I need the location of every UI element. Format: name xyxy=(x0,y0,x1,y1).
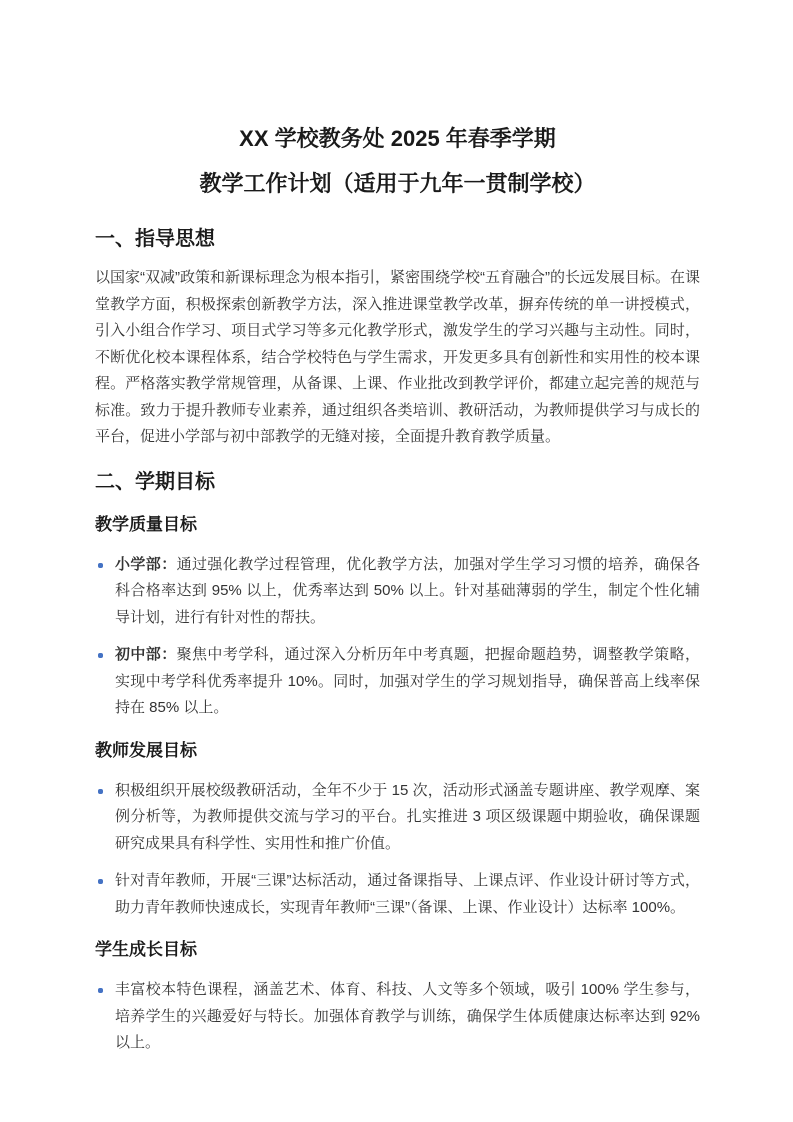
list-item-school-courses xyxy=(95,977,700,1057)
list-item-lead: 小学部： xyxy=(115,555,177,573)
list-item-lead: 初中部： xyxy=(115,646,177,663)
subsection-heading-teaching-quality: 教学质量目标 xyxy=(95,514,197,534)
list-item-middle-school xyxy=(95,642,700,722)
subsection-heading-teacher-development: 教师发展目标 xyxy=(95,740,197,760)
list-item-text: 通过强化教学过程管理，优化教学方法，加强对学生学习习惯的培养，确保各科合格率达到 95% 以上，优秀率达到 50% 以上。针对基础薄弱的学生，制定个性化辅导计划，进行有针对性的帮扶。 xyxy=(115,555,700,626)
list-item-young-teachers xyxy=(95,868,700,921)
document-title-line2: 教学工作计划（适用于九年一贯制学校） xyxy=(199,171,596,196)
list-item-primary-school xyxy=(95,552,700,632)
teacher-development-bullet-list xyxy=(95,778,700,922)
subsection-heading-student-growth: 学生成长目标 xyxy=(95,940,197,959)
section-heading-guiding-ideology: 一、指导思想 xyxy=(95,228,215,250)
document-title-line1: XX 学校教务处 2025 年春季学期 xyxy=(239,126,556,151)
section-heading-semester-goals: 二、学期目标 xyxy=(95,470,215,493)
student-growth-bullet-list xyxy=(95,977,700,1057)
list-item-text: 丰富校本特色课程，涵盖艺术、体育、科技、人文等多个领域，吸引 100% 学生参与，培养学生的兴趣爱好与特长。加强体育教学与训练，确保学生体质健康达标率达到 92% 以上。 xyxy=(115,981,700,1051)
paragraph-guiding-ideology: 以国家“双减”政策和新课标理念为根本指引，紧密围绕学校“五育融合”的长远发展目标。在课堂教学方面，积极探索创新教学方法，深入推进课堂教学改革，摒弃传统的单一讲授模式，引入小组合作学习、项目式学习等多元化教学形式，激发学生的学习兴趣与主动性。同时，不断优化校本课程体系，结合学校特色与学生需求，开发更多具有创新性和实用性的校本课程。严格落实教学常规管理，从备课、上课、作业批改到教学评价，都建立起完善的规范与标准。致力于提升教师专业素养，通过组织各类培训、教研活动，为教师提供学习与成长的平台，促进小学部与初中部教学的无缝对接，全面提升教育教学质量。 xyxy=(95,269,700,445)
list-item-text: 聚焦中考学科，通过深入分析历年中考真题，把握命题趋势，调整教学策略，实现中考学科优秀率提升 10%。同时，加强对学生的学习规划指导，确保普高上线率保持在 85% 以上。 xyxy=(115,646,700,716)
list-item-text: 针对青年教师，开展“三课”达标活动，通过备课指导、上课点评、作业设计研讨等方式，助力青年教师快速成长，实现青年教师“三课”（备课、上课、作业设计）达标率 100%。 xyxy=(115,872,700,916)
list-item-text: 积极组织开展校级教研活动，全年不少于 15 次，活动形式涵盖专题讲座、教学观摩、案例分析等，为教师提供交流与学习的平台。扎实推进 3 项区级课题中期验收，确保课题研究成果具有科学性、实用性和推广价值。 xyxy=(115,781,700,852)
list-item-research-activities xyxy=(95,778,700,858)
document-title xyxy=(95,116,700,206)
teaching-quality-bullet-list xyxy=(95,552,700,722)
